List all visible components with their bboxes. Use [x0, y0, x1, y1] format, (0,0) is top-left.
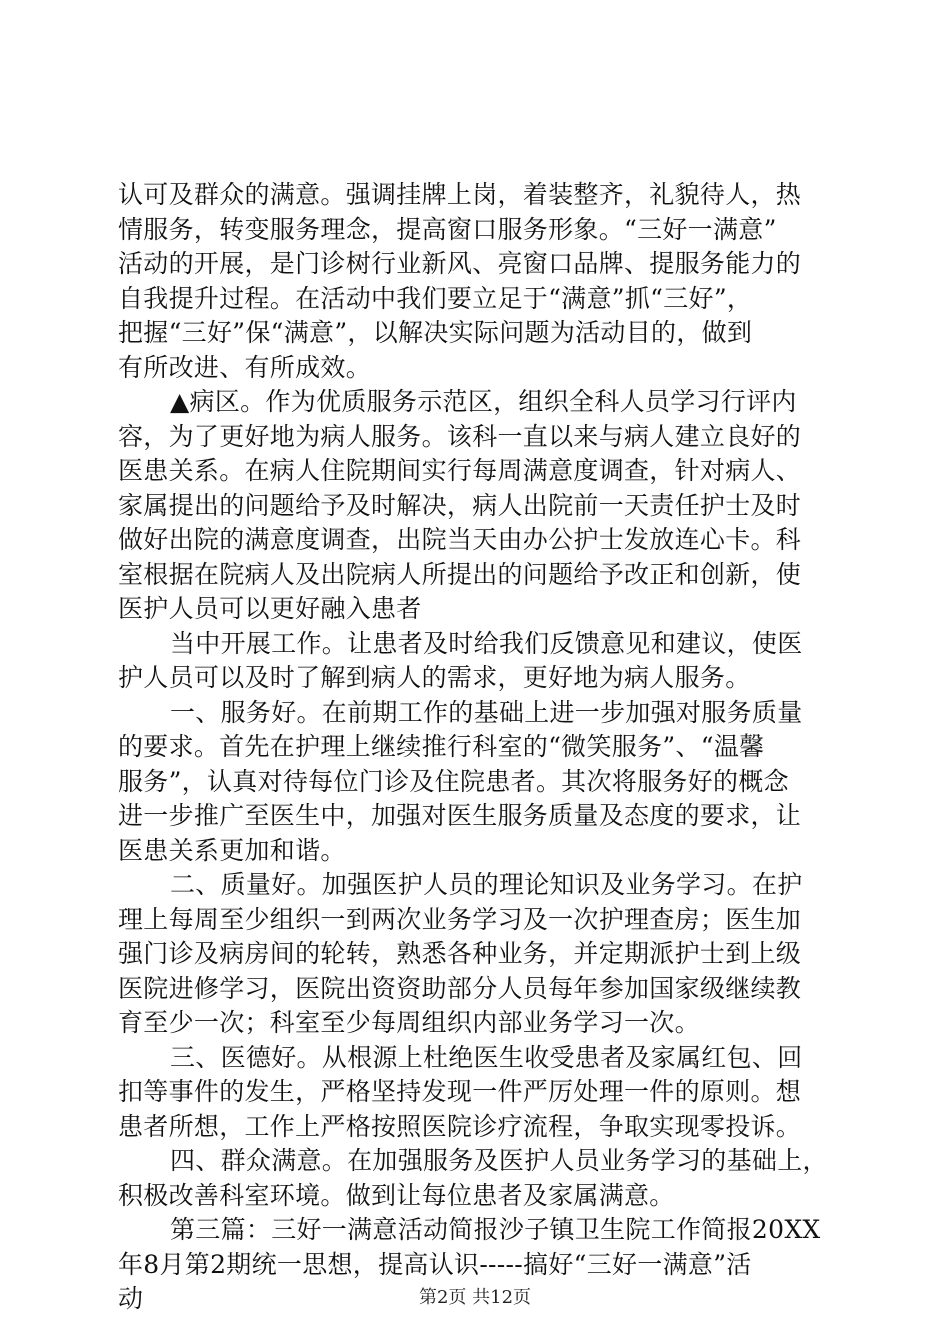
- text-line: 动: [118, 1284, 144, 1313]
- text-line: 室根据在院病人及出院病人所提出的问题给予改正和创新，使: [118, 559, 802, 589]
- paragraph-start-line: 当中开展工作。让患者及时给我们反馈意见和建议，使医: [170, 628, 803, 658]
- text-line: 育至少一次；科室至少每周组织内部业务学习一次。: [118, 1008, 700, 1037]
- page-number-footer: 第2页 共12页: [418, 1287, 532, 1308]
- text-line: 做好出院的满意度调查，出院当天由办公护士发放连心卡。科: [118, 525, 802, 554]
- text-line: 理上每周至少组织一到两次业务学习及一次护理查房；医生加: [118, 904, 802, 934]
- text-line: 进一步推广至医生中，加强对医生服务质量及态度的要求，让: [118, 801, 802, 830]
- text-line: 认可及群众的满意。强调挂牌上岗，着装整齐，礼貌待人，热: [118, 180, 802, 209]
- text-line: 容，为了更好地为病人服务。该科一直以来与病人建立良好的: [118, 421, 802, 451]
- text-line: 有所改进、有所成效。: [118, 352, 372, 382]
- paragraph-start-line: 三、医德好。从根源上杜绝医生收受患者及家属红包、回: [170, 1042, 803, 1072]
- text-line: 患者所想，工作上严格按照医院诊疗流程，争取实现零投诉。: [118, 1111, 802, 1141]
- text-line: 医护人员可以更好融入患者: [118, 594, 422, 623]
- paragraph-start-line: ▲病区。作为优质服务示范区，组织全科人员学习行评内: [170, 387, 797, 416]
- text-line: 医院进修学习，医院出资资助部分人员每年参加国家级继续教: [118, 973, 802, 1003]
- text-line: 年8月第2期统一思想，提高认识-----搞好“三好一满意”活: [118, 1249, 752, 1279]
- paragraph-start-line: 一、服务好。在前期工作的基础上进一步加强对服务质量: [170, 697, 803, 727]
- text-line: 强门诊及病房间的轮转，熟悉各种业务，并定期派护士到上级: [118, 939, 802, 968]
- paragraph-start-line: 四、群众满意。在加强服务及医护人员业务学习的基础上，: [170, 1146, 828, 1175]
- paragraph-start-line: 二、质量好。加强医护人员的理论知识及业务学习。在护: [170, 870, 803, 899]
- text-line: 积极改善科室环境。做到让每位患者及家属满意。: [118, 1180, 675, 1210]
- text-line: 自我提升过程。在活动中我们要立足于“满意”抓“三好”，: [118, 283, 753, 313]
- text-line: 护人员可以及时了解到病人的需求，更好地为病人服务。: [118, 663, 751, 692]
- text-line: 服务”，认真对待每位门诊及住院患者。其次将服务好的概念: [118, 766, 789, 796]
- text-line: 的要求。首先在护理上继续推行科室的“微笑服务”、“温馨: [118, 732, 765, 761]
- paragraph-start-line: 第三篇：三好一满意活动简报沙子镇卫生院工作简报20XX: [170, 1215, 821, 1244]
- document-body: [118, 178, 833, 1317]
- text-line: 家属提出的问题给予及时解决，病人出院前一天责任护士及时: [118, 490, 802, 520]
- text-line: 扣等事件的发生，严格坚持发现一件严厉处理一件的原则。想: [118, 1077, 802, 1106]
- text-line: 医患关系。在病人住院期间实行每周满意度调查，针对病人、: [118, 456, 802, 485]
- text-line: 情服务，转变服务理念，提高窗口服务形象。“三好一满意”: [118, 214, 777, 244]
- text-line: 医患关系更加和谐。: [118, 835, 346, 865]
- text-line: 活动的开展，是门诊树行业新风、亮窗口品牌、提服务能力的: [118, 249, 802, 278]
- text-line: 把握“三好”保“满意”，以解决实际问题为活动目的，做到: [118, 318, 753, 347]
